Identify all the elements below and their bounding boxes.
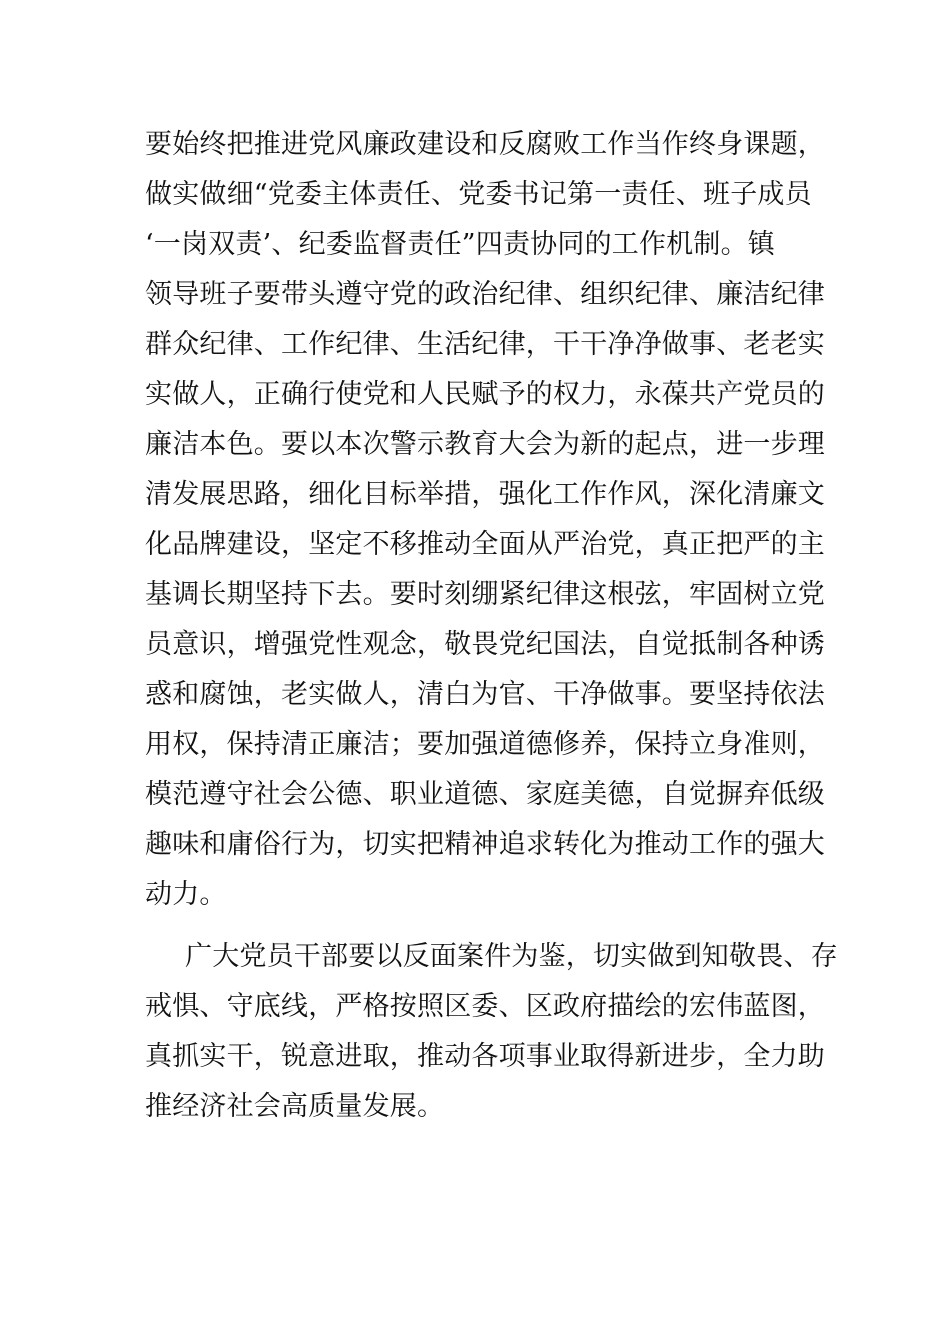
text-line: 廉洁本色。要以本次警示教育大会为新的起点，进一步理 [145, 429, 825, 460]
text-line: 群众纪律、工作纪律、生活纪律，干干净净做事、老老实 [145, 329, 825, 360]
text-line: 广大党员干部要以反面案件为鉴，切实做到知敬畏、存 [185, 941, 838, 972]
text-line: 要始终把推进党风廉政建设和反腐败工作当作终身课题， [145, 129, 825, 160]
text-line: 员意识，增强党性观念，敬畏党纪国法，自觉抵制各种诱 [145, 629, 825, 660]
paragraph-1 [145, 126, 825, 926]
paragraph-spacer [145, 926, 810, 938]
paragraph-2 [145, 938, 838, 1138]
text-line: ‘一岗双责’、纪委监督责任”四责协同的工作机制。镇 [145, 229, 775, 260]
text-line: 惑和腐蚀，老实做人，清白为官、干净做事。要坚持依法 [145, 679, 825, 710]
text-line: 动力。 [145, 879, 227, 910]
text-line: 真抓实干，锐意进取，推动各项事业取得新进步，全力助 [145, 1041, 825, 1072]
text-line: 模范遵守社会公德、职业道德、家庭美德，自觉摒弃低级 [145, 779, 825, 810]
text-line: 实做人，正确行使党和人民赋予的权力，永葆共产党员的 [145, 379, 825, 410]
text-line: 领导班子要带头遵守党的政治纪律、组织纪律、廉洁纪律 [145, 279, 825, 310]
text-line: 做实做细“党委主体责任、党委书记第一责任、班子成员 [145, 179, 812, 210]
text-line: 清发展思路，细化目标举措，强化工作作风，深化清廉文 [145, 479, 825, 510]
text-line: 推经济社会高质量发展。 [145, 1091, 445, 1122]
text-line: 趣味和庸俗行为，切实把精神追求转化为推动工作的强大 [145, 829, 825, 860]
text-line: 用权，保持清正廉洁；要加强道德修养，保持立身准则， [145, 729, 825, 760]
text-line: 化品牌建设，坚定不移推动全面从严治党，真正把严的主 [145, 529, 825, 560]
text-line: 戒惧、守底线，严格按照区委、区政府描绘的宏伟蓝图， [145, 991, 825, 1022]
document-body [145, 126, 838, 1138]
text-line: 基调长期坚持下去。要时刻绷紧纪律这根弦，牢固树立党 [145, 579, 825, 610]
